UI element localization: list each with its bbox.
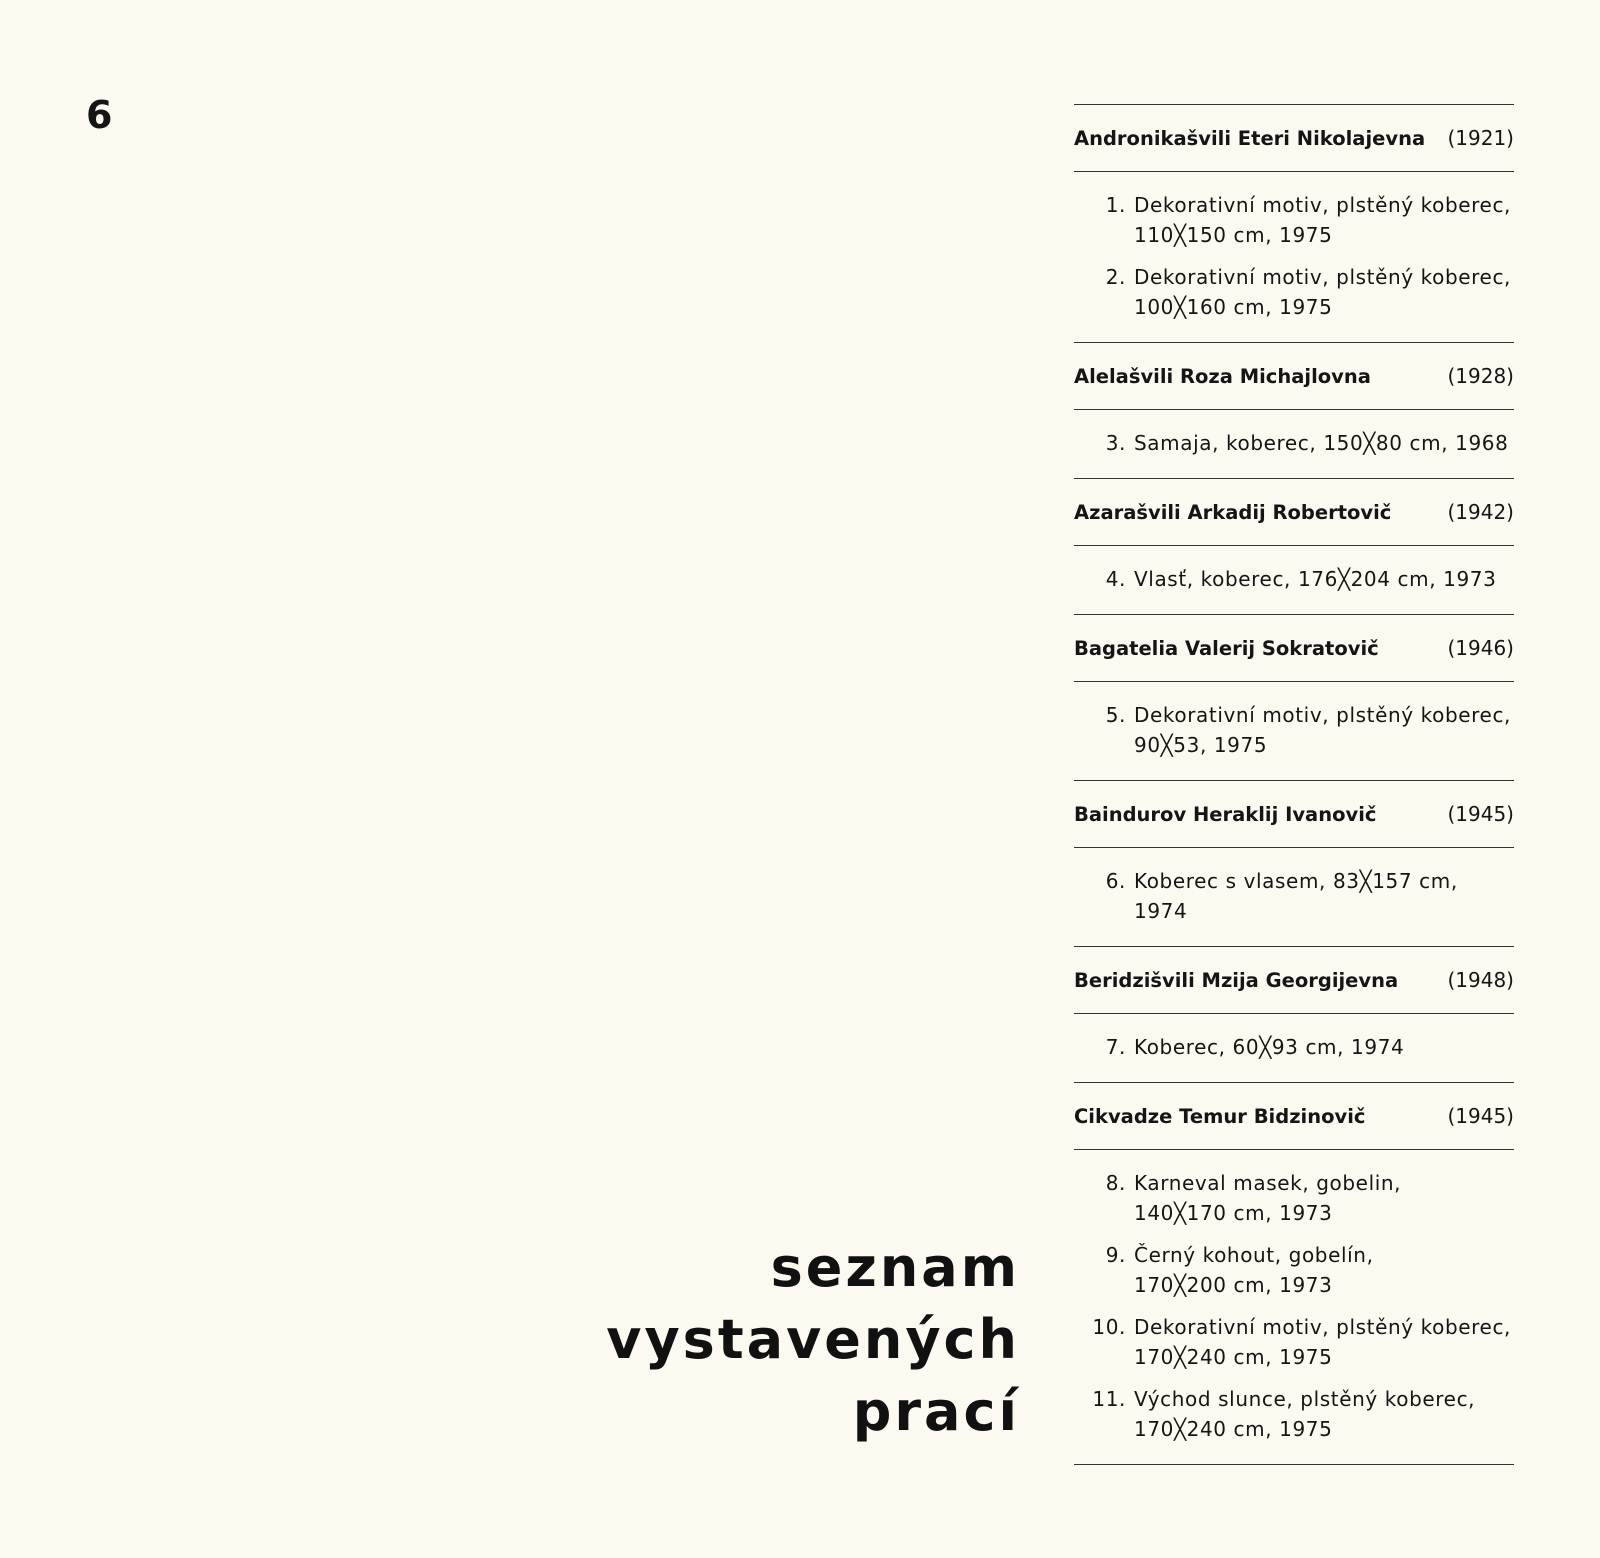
work-number: 6. (1105, 869, 1126, 893)
artist-birth-year: (1946) (1447, 636, 1514, 660)
artist-name: Azarašvili Arkadij Robertovič (1074, 500, 1392, 524)
artist-birth-year: (1928) (1447, 364, 1514, 388)
page-number: 6 (86, 93, 113, 137)
work-description: Samaja, koberec, 150╳80 cm, 1968 (1134, 431, 1509, 455)
work-description: Dekorativní motiv, plstěný koberec, 100╳160 cm, 1975 (1134, 265, 1512, 319)
works-list (1074, 172, 1514, 342)
work-number: 7. (1105, 1035, 1126, 1059)
artist-name: Andronikašvili Eteri Nikolajevna (1074, 126, 1426, 150)
work-number: 2. (1105, 265, 1126, 289)
works-list (1074, 1014, 1514, 1082)
artist-name: Alelašvili Roza Michajlovna (1074, 364, 1371, 388)
artist-birth-year: (1921) (1447, 126, 1514, 150)
work-item (1074, 1168, 1514, 1228)
work-number: 3. (1105, 431, 1126, 455)
work-item (1074, 1384, 1514, 1444)
works-list (1074, 848, 1514, 946)
artist-heading (1074, 947, 1514, 1013)
exhibited-works-list (1074, 104, 1514, 1465)
work-number: 1. (1105, 193, 1126, 217)
work-number: 8. (1105, 1171, 1126, 1195)
artist-heading (1074, 781, 1514, 847)
title-line: prací (852, 1380, 1020, 1443)
artist-name: Beridzišvili Mzija Georgijevna (1074, 968, 1399, 992)
work-number: 10. (1092, 1315, 1126, 1339)
title-line: seznam (770, 1236, 1020, 1299)
artist-heading (1074, 479, 1514, 545)
title-line: vystavených (606, 1308, 1020, 1371)
work-description: Východ slunce, plstěný koberec, 170╳240 cm, 1975 (1134, 1387, 1476, 1441)
work-item (1074, 428, 1514, 458)
work-description: Dekorativní motiv, plstěný koberec, 170╳240 cm, 1975 (1134, 1315, 1512, 1369)
works-list (1074, 1150, 1514, 1464)
work-item (1074, 1032, 1514, 1062)
work-description: Dekorativní motiv, plstěný koberec, 90╳53, 1975 (1134, 703, 1512, 757)
work-item (1074, 700, 1514, 760)
work-description: Koberec s vlasem, 83╳157 cm, 1974 (1134, 869, 1458, 923)
artist-heading (1074, 615, 1514, 681)
works-list (1074, 410, 1514, 478)
work-description: Koberec, 60╳93 cm, 1974 (1134, 1035, 1405, 1059)
artist-birth-year: (1945) (1447, 802, 1514, 826)
artist-heading (1074, 105, 1514, 171)
divider (1074, 1464, 1514, 1465)
works-list (1074, 682, 1514, 780)
section-title (606, 1232, 1020, 1448)
work-item (1074, 1240, 1514, 1300)
work-number: 11. (1092, 1387, 1126, 1411)
work-description: Černý kohout, gobelín, 170╳200 cm, 1973 (1134, 1243, 1374, 1297)
work-number: 4. (1105, 567, 1126, 591)
works-list (1074, 546, 1514, 614)
work-description: Karneval masek, gobelin, 140╳170 cm, 1973 (1134, 1171, 1402, 1225)
work-number: 9. (1105, 1243, 1126, 1267)
artist-birth-year: (1942) (1447, 500, 1514, 524)
work-item (1074, 1312, 1514, 1372)
artist-name: Cikvadze Temur Bidzinovič (1074, 1104, 1366, 1128)
work-description: Dekorativní motiv, plstěný koberec, 110╳150 cm, 1975 (1134, 193, 1512, 247)
work-number: 5. (1105, 703, 1126, 727)
work-description: Vlasť, koberec, 176╳204 cm, 1973 (1134, 567, 1497, 591)
work-item (1074, 564, 1514, 594)
artist-list (1074, 105, 1514, 1465)
work-item (1074, 262, 1514, 322)
artist-name: Baindurov Heraklij Ivanovič (1074, 802, 1377, 826)
artist-heading (1074, 343, 1514, 409)
artist-birth-year: (1945) (1447, 1104, 1514, 1128)
work-item (1074, 866, 1514, 926)
artist-heading (1074, 1083, 1514, 1149)
artist-name: Bagatelia Valerij Sokratovič (1074, 636, 1379, 660)
work-item (1074, 190, 1514, 250)
artist-birth-year: (1948) (1447, 968, 1514, 992)
